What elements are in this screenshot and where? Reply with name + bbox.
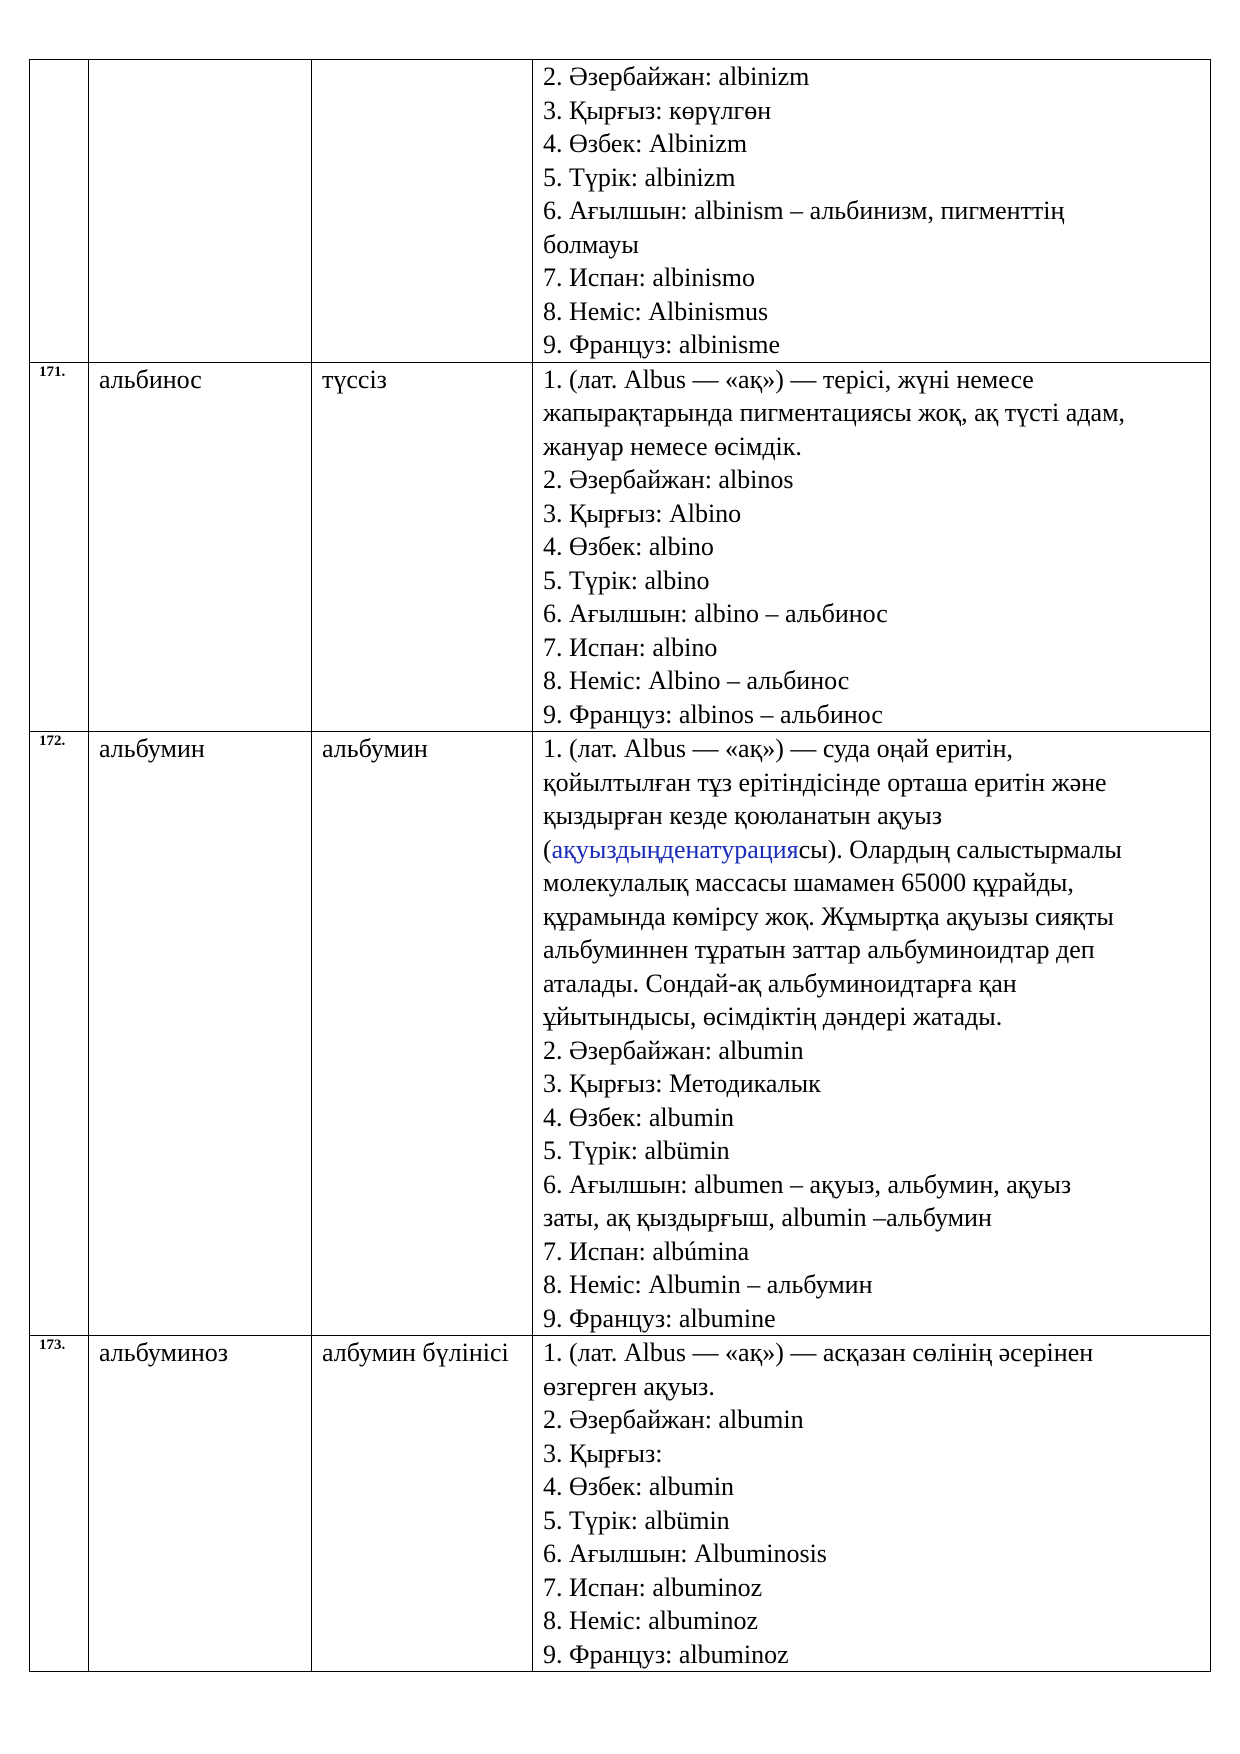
entry-term: альбинос [89, 362, 312, 732]
terms-table [29, 59, 1211, 1672]
denaturation-link[interactable]: ақуыздыңденатурация [551, 834, 799, 864]
table-row [30, 362, 1211, 732]
entry-definition [533, 732, 1211, 1336]
definition-line: 3. Қырғыз: көрүлгөн [543, 95, 772, 125]
definition-line: 8. Неміс: albuminoz [543, 1606, 759, 1635]
entry-term: альбумин [89, 732, 312, 1336]
definition-line: 8. Неміс: Albumin – альбумин [543, 1270, 873, 1299]
definition-line: 1. (лат. Albus — «ақ») — терісі, жүні немесе [543, 364, 1034, 394]
definition-line: 4. Өзбек: albumin [543, 1472, 735, 1501]
entry-number [30, 60, 89, 363]
definition-line: 7. Испан: albinismo [543, 263, 755, 292]
definition-line: 9. Француз: albinos – альбинос [543, 699, 883, 729]
definition-line: альбуминнен тұратын заттар альбуминоидтар деп [543, 935, 1095, 964]
definition-line: 5. Түрік: albümin [543, 1505, 730, 1535]
entry-definition [533, 362, 1211, 732]
definition-line: 2. Әзербайжан: albinizm [543, 62, 810, 91]
definition-line: 2. Әзербайжан: albinos [543, 465, 794, 494]
definition-line: аталады. Сондай-ақ альбуминоидтарға қан [543, 968, 1017, 998]
definition-line: 6. Ағылшын: albumen – ақуыз, альбумин, ақуыз [543, 1169, 1072, 1199]
entry-number: 172. [30, 732, 89, 1336]
definition-line: ұйытындысы, өсімдіктің дәндері жатады. [543, 1002, 1003, 1031]
definition-line: болмауы [543, 229, 639, 259]
definition-line [543, 833, 1201, 867]
definition-line: 5. Түрік: albümin [543, 1136, 730, 1165]
definition-line: өзгерген ақуыз. [543, 1371, 715, 1401]
terms-table-body [30, 60, 1211, 1672]
definition-line: 2. Әзербайжан: albumin [543, 1405, 804, 1434]
definition-line: 8. Неміс: Albino – альбинос [543, 666, 850, 695]
definition-line: 1. (лат. Albus — «ақ») — асқазан сөлінің әсерінен [543, 1338, 1094, 1367]
definition-line: құрамында көмірсу жоқ. Жұмыртқа ақуызы сияқты [543, 901, 1114, 931]
table-row [30, 1336, 1211, 1672]
definition-line: 3. Қырғыз: [543, 1438, 663, 1468]
entry-term [89, 60, 312, 363]
definition-line: 3. Қырғыз: Albino [543, 498, 742, 528]
table-row [30, 60, 1211, 363]
definition-line: 7. Испан: albino [543, 632, 718, 662]
definition-line: 1. (лат. Albus — «ақ») — суда оңай еритін, [543, 734, 1014, 763]
definition-line: 7. Испан: albúmina [543, 1236, 750, 1266]
entry-translation: түссіз [312, 362, 533, 732]
definition-line: 4. Өзбек: albino [543, 532, 714, 561]
line-prefix: ( [543, 834, 552, 864]
definition-line: 2. Әзербайжан: albumin [543, 1035, 804, 1065]
definition-line: қыздырған кезде қоюланатын ақуыз [543, 801, 942, 830]
entry-translation: альбумин [312, 732, 533, 1336]
definition-line: 9. Француз: albinisme [543, 330, 780, 359]
definition-line: 9. Француз: albuminoz [543, 1639, 789, 1669]
definition-line: 7. Испан: albuminoz [543, 1572, 763, 1602]
entry-definition [533, 60, 1211, 363]
line-suffix: сы). Олардың салыстырмалы [798, 834, 1122, 864]
definition-line: 5. Түрік: albinizm [543, 162, 736, 192]
definition-line: заты, ақ қыздырғыш, albumin –альбумин [543, 1203, 992, 1232]
entry-translation [312, 60, 533, 363]
definition-line: 4. Өзбек: Albinizm [543, 129, 748, 158]
table-row [30, 732, 1211, 1336]
definition-line: 3. Қырғыз: Методикалык [543, 1069, 821, 1098]
entry-definition [533, 1336, 1211, 1672]
definition-line: 9. Француз: albumine [543, 1303, 776, 1333]
definition-line: 6. Ағылшын: albinism – альбинизм, пигменттің [543, 196, 1065, 225]
definition-line: жануар немесе өсімдік. [543, 431, 802, 461]
entry-term: альбуминоз [89, 1336, 312, 1672]
definition-line: молекулалық массасы шамамен 65000 құрайды, [543, 868, 1074, 897]
entry-number: 171. [30, 362, 89, 732]
definition-line: жапырақтарында пигментациясы жоқ, ақ түсті адам, [543, 398, 1126, 427]
entry-number: 173. [30, 1336, 89, 1672]
definition-line: 6. Ағылшын: albino – альбинос [543, 599, 888, 628]
definition-line: 6. Ағылшын: Albuminosis [543, 1539, 827, 1568]
definition-line: қойылтылған тұз ерітіндісінде орташа еритін және [543, 767, 1107, 797]
definition-line: 8. Неміс: Albinismus [543, 296, 769, 326]
definition-line: 5. Түрік: albino [543, 565, 710, 595]
entry-translation: албумин бүлінісі [312, 1336, 533, 1672]
definition-line: 4. Өзбек: albumin [543, 1102, 735, 1132]
